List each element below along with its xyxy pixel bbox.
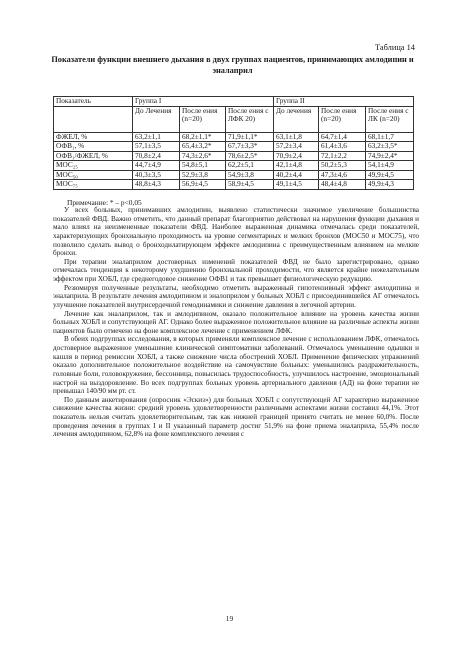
header-cell: После ения с ЛК (n=20) xyxy=(366,106,414,132)
paragraph: Лечение как эналаприлом, так и амлодипином, оказало положительное влияние на уровень качества жизни больных ХОБЛ и сопутствующей АГ. Однако более выраженное положительное влияние на различные аспекты жизни пациентов было отмечено на фоне комплексное лечение с применением ЛФК. xyxy=(53,309,419,335)
table-cell: 70,8±2,4 xyxy=(133,151,180,161)
table-cell: 49,9±4,5 xyxy=(366,170,414,180)
table-row xyxy=(54,151,414,161)
header-cell: После ения с ЛФК 20) xyxy=(226,106,274,132)
paragraph: У всех больных, принимавших амлодипин, выявлено статистически значимое увеличение большинства показателей ФВД. Важно отметить, что данный препарат благоприятно действовал на нарушения функции дыхания и мало влиял на неизмененные показатели ФВД. Наиболее выраженная динамика отмечалась среди показателей, характеризующих бронхиальную проходимость на уровне сегментарных и мелких бронхов (МОС50 и МОС75), что позволило сделать вывод о бронходилатирующем эффекте амлодипина с преимущественным влиянием на мелкие бронхи. xyxy=(53,206,419,258)
table-cell: 72,1±2,2 xyxy=(319,151,366,161)
table-row xyxy=(54,180,414,190)
table-cell: 67,7±3,3* xyxy=(226,142,274,152)
table-row xyxy=(54,161,414,171)
table-header-row xyxy=(54,97,414,107)
table-cell: 74,3±2,6* xyxy=(180,151,226,161)
table-cell: 57,1±3,5 xyxy=(133,142,180,152)
header-empty xyxy=(54,106,133,132)
row-label: ФЖЕЛ, % xyxy=(54,132,133,142)
row-label: ОФВ₁, % xyxy=(54,142,133,152)
table-cell: 49,9±4,3 xyxy=(366,180,414,190)
paragraph: Резюмируя полученные результаты, необходимо отметить выраженный гипотензивный эффект амлодипина и эналаприла. В результате лечения амлодипином и эналоприлом у больных ХОБЛ с присоединившейся АГ отмечалось улучшение показателей внутрисердечной гемодинамики и снижение давления в легочной артерии. xyxy=(53,283,419,309)
table-cell: 44,7±4,9 xyxy=(133,161,180,171)
header-cell: До лечения xyxy=(274,106,319,132)
table-row xyxy=(54,170,414,180)
table-cell: 48,8±4,3 xyxy=(133,180,180,190)
table-subheader-row xyxy=(54,106,414,132)
paragraph: В обеих подгруппах исследования, в которых применяли комплексное лечение с использованием ЛФК, отмечалось достоверное выраженное уменьшение клинической симптоматики заболеваний. Отмечалось уменьшение одышки и кашля в период ремиссии ХОБЛ, а также снижение числа обострений ХОБЛ. Применение физических упражнений оказало дополнительное положительное воздействие на самочувствие больных: уменьшились раздражительность, головные боли, головокружение, бессонница, повысилась трудоспособность, улучшилось настроение, эмоциональный настрой на выздоровление. Во всех подгруппах больных уровень артериального давления (АД) на фоне терапии не превышал 140/90 мм рт. ст. xyxy=(53,335,419,396)
table-cell: 56,9±4,5 xyxy=(180,180,226,190)
table-cell: 65,4±3,2* xyxy=(180,142,226,152)
table-note: Примечание: * – p<0,05 xyxy=(67,198,142,207)
table-cell: 50,2±5,3 xyxy=(319,161,366,171)
table-cell: 47,3±4,6 xyxy=(319,170,366,180)
paragraph: При терапии эналаприлом достоверных изменений показателей ФВД не было зарегистрировано, однако отмечалась тенденция к некоторому ухудшению бронхиальной проходимости, что является крайне нежелательным эффектом при ХОБЛ, где среднегодовое снижение ОФВ1 и так превышает физиологическую редукцию. xyxy=(53,257,419,283)
table-cell: 68,2±1,1* xyxy=(180,132,226,142)
row-label: МОС₂₅ xyxy=(54,161,133,171)
table-cell: 42,1±4,8 xyxy=(274,161,319,171)
table-cell: 68,1±1,7 xyxy=(366,132,414,142)
header-cell: До Лечения xyxy=(133,106,180,132)
table-number: Таблица 14 xyxy=(374,43,415,52)
table-cell: 54,1±4,9 xyxy=(366,161,414,171)
table-cell: 70,9±2,4 xyxy=(274,151,319,161)
row-label: ОФВ₁/ФЖЕЛ, % xyxy=(54,151,133,161)
row-label: МОС₅₀ xyxy=(54,170,133,180)
table-cell: 61,4±3,6 xyxy=(319,142,366,152)
row-label: МОС₇₅ xyxy=(54,180,133,190)
table-cell: 57,2±3,4 xyxy=(274,142,319,152)
table-cell: 40,3±3,5 xyxy=(133,170,180,180)
header-indicator: Показатель xyxy=(54,97,133,107)
header-cell: После ения (n=20) xyxy=(180,106,226,132)
table-cell: 40,2±4,4 xyxy=(274,170,319,180)
table-cell: 54,8±5,1 xyxy=(180,161,226,171)
table-cell: 71,9±1,1* xyxy=(226,132,274,142)
header-cell: После ения (n=20) xyxy=(319,106,366,132)
table-title: Показатели функции внешнего дыхания в двух группах пациентов, принимающих амлодипин и эналаприл xyxy=(51,55,414,75)
page-number: 19 xyxy=(225,614,234,623)
table-cell: 74,9±2,4* xyxy=(366,151,414,161)
table-cell: 54,9±3,8 xyxy=(226,170,274,180)
body-text xyxy=(53,206,419,439)
lung-function-table xyxy=(53,96,414,190)
table-cell: 48,4±4,8 xyxy=(319,180,366,190)
table-cell: 49,1±4,5 xyxy=(274,180,319,190)
table-cell: 52,9±3,8 xyxy=(180,170,226,180)
table-cell: 63,2±1,1 xyxy=(133,132,180,142)
table-row xyxy=(54,142,414,152)
table-cell: 78,6±2,5* xyxy=(226,151,274,161)
paragraph: По данным анкетирования (опросник «Эскиз») для больных ХОБЛ с сопутствующей АГ характерно выраженное снижение качества жизни: средний уровень удовлетворенности различными аспектами жизни составил 44,1%. Этот показатель нельзя считать удовлетворительным, так как нижней границей принято считать не менее 60,0%. После проведения лечения в группах I и II указанный параметр достиг 51,9% на фоне приема эналаприла, 55,4% после лечения амлодипином, 62,8% на фоне комплексного лечения с xyxy=(53,395,419,439)
header-group-2: Группа II xyxy=(274,97,414,107)
table-cell: 64,7±1,4 xyxy=(319,132,366,142)
header-group-1: Группа I xyxy=(133,97,274,107)
table-row xyxy=(54,132,414,142)
table-cell: 63,1±1,8 xyxy=(274,132,319,142)
table-cell: 62,2±5,1 xyxy=(226,161,274,171)
table-cell: 63,2±3,5* xyxy=(366,142,414,152)
table-cell: 58,9±4,5 xyxy=(226,180,274,190)
